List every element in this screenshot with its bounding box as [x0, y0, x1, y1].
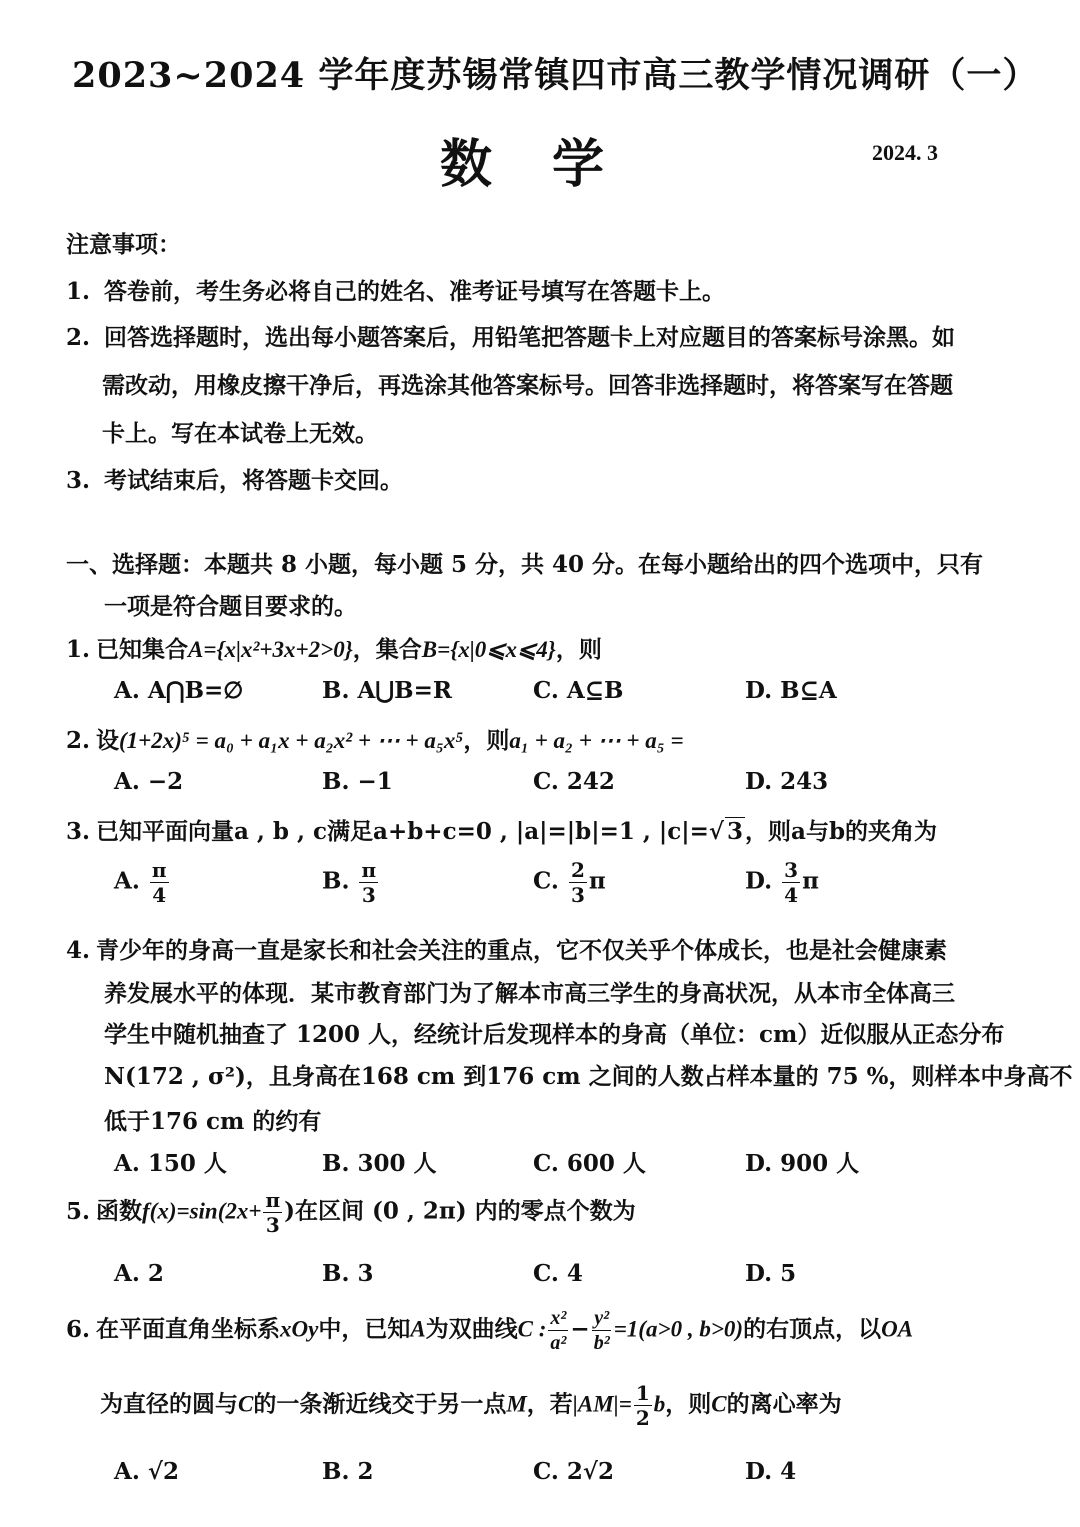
question-text: 函数 — [96, 1197, 142, 1225]
fraction — [634, 1383, 652, 1428]
notice-item-number: 3. — [66, 467, 91, 494]
section-heading: 一、选择题：本题共 8 小题，每小题 5 分，共 40 分。在每小题给出的四个选项中，只有 — [66, 551, 984, 578]
question-5 — [66, 1190, 636, 1235]
math-expression: A={x|x²+3x+2>0} — [188, 637, 353, 662]
fraction — [592, 1308, 612, 1353]
option-c — [533, 860, 606, 905]
question-text: 的右顶点，以 — [743, 1315, 882, 1343]
option-a: A. √2 — [114, 1458, 179, 1485]
numerator: 1 — [635, 1381, 650, 1405]
option-b: B. 2 — [322, 1458, 374, 1485]
math-expression: a , b , c — [234, 818, 328, 845]
question-text: 青少年的身高一直是家长和社会关注的重点，它不仅关乎个体成长，也是社会健康素 — [96, 937, 947, 964]
notice-item-number: 1. — [66, 278, 91, 305]
denominator: a² — [550, 1332, 567, 1354]
option-a: A. −2 — [114, 768, 184, 795]
math-expression: xOy — [280, 1316, 319, 1342]
option-b: B. −1 — [322, 768, 393, 795]
question-4-line-2: 养发展水平的体现．某市教育部门为了解本市高三学生的身高状况，从本市全体高三 — [104, 980, 955, 1007]
notice-item-3 — [66, 462, 403, 495]
denominator: 3 — [570, 883, 585, 907]
question-text: 满足 — [327, 818, 374, 845]
question-text: 的离心率为 — [726, 1390, 842, 1418]
question-text: ，集合 — [352, 636, 422, 663]
math-expression: A — [410, 1316, 426, 1342]
question-text: ，若 — [526, 1390, 573, 1418]
fraction — [548, 1308, 568, 1353]
question-text: ，则 — [555, 636, 602, 663]
notice-item-text: 考试结束后，将答题卡交回。 — [104, 467, 404, 494]
math-expression: − — [570, 1315, 590, 1343]
question-6-line-2 — [100, 1383, 842, 1428]
math-expression: b — [653, 1391, 666, 1417]
fraction — [150, 860, 169, 905]
option-d — [745, 860, 819, 905]
denominator: 3 — [265, 1213, 280, 1237]
notice-item-1 — [66, 273, 725, 306]
notice-item-2-line-2: 需改动，用橡皮擦干净后，再选涂其他答案标号。回答非选择题时，将答案写在答题 — [102, 372, 953, 399]
math-expression: b — [828, 818, 846, 845]
denominator: 4 — [784, 883, 799, 907]
math-expression: OA — [881, 1316, 914, 1342]
math-expression: a+b+c=0 , |a|=|b|=1 , |c|= — [373, 818, 709, 845]
question-1 — [66, 631, 602, 664]
option-label: D. — [745, 867, 773, 895]
question-text: 与 — [805, 818, 829, 845]
question-4 — [66, 932, 947, 965]
option-a: A. 150 人 — [114, 1150, 227, 1177]
option-c: C. 242 — [533, 768, 615, 795]
math-expression: C : — [517, 1316, 547, 1342]
numerator: 3 — [784, 858, 799, 882]
math-expression: M — [506, 1391, 527, 1417]
option-b: B. 3 — [322, 1260, 374, 1287]
question-4-line-3: 学生中随机抽查了 1200 人，经统计后发现样本的身高（单位：cm）近似服从正态分布 — [104, 1021, 1005, 1048]
pi-symbol: π — [802, 867, 819, 895]
math-expression: a — [791, 818, 806, 845]
question-number: 1. — [66, 636, 91, 663]
option-b: B. 300 人 — [322, 1150, 437, 1177]
question-text: ，则 — [463, 727, 510, 754]
question-text: 为直径的圆与 — [100, 1390, 238, 1418]
option-d: D. 243 — [745, 768, 829, 795]
question-2 — [66, 722, 684, 755]
subject-heading: 数学 — [440, 134, 665, 195]
option-d: D. 900 人 — [745, 1150, 860, 1177]
question-text: 已知集合 — [96, 636, 188, 663]
math-expression: a₁ + a₂ + ⋯ + a₅ = — [509, 728, 684, 753]
question-number: 6. — [66, 1315, 91, 1343]
option-d: D. B⊆A — [745, 677, 837, 704]
notice-item-2-line-3: 卡上。写在本试卷上无效。 — [102, 420, 378, 447]
exam-title: 2023~2024 学年度苏锡常镇四市高三教学情况调研（一） — [72, 55, 1039, 96]
denominator: 2 — [635, 1406, 650, 1430]
fraction — [263, 1190, 282, 1235]
notice-item-number: 2. — [66, 324, 91, 351]
notice-item-text: 答卷前，考生务必将自己的姓名、准考证号填写在答题卡上。 — [104, 278, 726, 305]
question-text: 在平面直角坐标系 — [96, 1315, 280, 1343]
question-number: 3. — [66, 818, 91, 845]
option-b: B. A⋃B=R — [322, 677, 452, 704]
question-3: 3. 已知平面向量a , b , c满足a+b+c=0 , |a|=|b|=1 , |c|=√ 3，则a与b的夹角为 — [66, 818, 938, 845]
math-expression: ) — [284, 1197, 296, 1225]
numerator: π — [151, 858, 167, 882]
question-text: 的一条渐近线交于另一点 — [253, 1390, 507, 1418]
notice-item-2 — [66, 319, 955, 352]
math-expression: B={x|0⩽x⩽4} — [421, 637, 556, 662]
math-expression: =1(a>0 , b>0) — [613, 1316, 744, 1342]
fraction — [569, 860, 587, 905]
numerator: π — [265, 1188, 281, 1212]
option-a: A. A⋂B=∅ — [114, 677, 244, 704]
math-expression: C — [711, 1391, 727, 1417]
option-c: C. 600 人 — [533, 1150, 646, 1177]
question-6 — [66, 1308, 913, 1353]
denominator: b² — [593, 1332, 610, 1354]
exam-date: 2024. 3 — [872, 140, 938, 165]
question-number: 4. — [66, 937, 91, 964]
question-number: 5. — [66, 1197, 91, 1225]
question-text: ，则 — [745, 818, 792, 845]
option-label: B. — [322, 867, 350, 895]
question-text: 在区间 (0 , 2π) 内的零点个数为 — [295, 1197, 636, 1225]
option-c: C. 2√2 — [533, 1458, 615, 1485]
question-text: ，则 — [665, 1390, 712, 1418]
numerator: π — [361, 858, 377, 882]
question-text: 的夹角为 — [845, 818, 938, 845]
option-c: C. A⊆B — [533, 677, 624, 704]
section-heading-line-2: 一项是符合题目要求的。 — [104, 593, 357, 620]
math-expression: f(x)=sin(2x+ — [142, 1198, 262, 1224]
option-label: A. — [114, 867, 140, 895]
fraction — [359, 860, 378, 905]
notice-item-text-line: 回答选择题时，选出每小题答案后，用铅笔把答题卡上对应题目的答案标号涂黑。如 — [104, 324, 956, 351]
math-expression: C — [238, 1391, 254, 1417]
option-a — [114, 860, 171, 905]
question-text: 为双曲线 — [425, 1315, 518, 1343]
option-b — [322, 860, 380, 905]
denominator: 3 — [361, 883, 376, 907]
math-expression: |AM|= — [572, 1391, 632, 1417]
option-c: C. 4 — [533, 1260, 583, 1287]
question-text: 已知平面向量 — [96, 818, 234, 845]
numerator: y² — [594, 1307, 610, 1329]
notice-heading: 注意事项： — [66, 231, 181, 258]
fraction — [782, 860, 800, 905]
denominator: 4 — [152, 883, 167, 907]
option-d: D. 4 — [745, 1458, 797, 1485]
question-number: 2. — [66, 727, 91, 754]
pi-symbol: π — [588, 867, 606, 895]
math-expression: (1+2x)⁵ = a₀ + a₁x + a₂x² + ⋯ + a₅x⁵ — [119, 728, 464, 753]
numerator: x² — [550, 1307, 567, 1329]
sqrt-radicand: 3 — [727, 818, 744, 845]
question-text: 中，已知 — [318, 1315, 411, 1343]
numerator: 2 — [570, 858, 585, 882]
question-4-line-5: 低于176 cm 的约有 — [104, 1108, 322, 1135]
option-d: D. 5 — [745, 1260, 797, 1287]
question-4-line-4: N(172 , σ²)，且身高在168 cm 到176 cm 之间的人数占样本量的 75 %，则样本中身高不 — [104, 1063, 1073, 1090]
question-text: 设 — [96, 727, 119, 754]
option-label: C. — [533, 867, 559, 895]
option-a: A. 2 — [114, 1260, 164, 1287]
